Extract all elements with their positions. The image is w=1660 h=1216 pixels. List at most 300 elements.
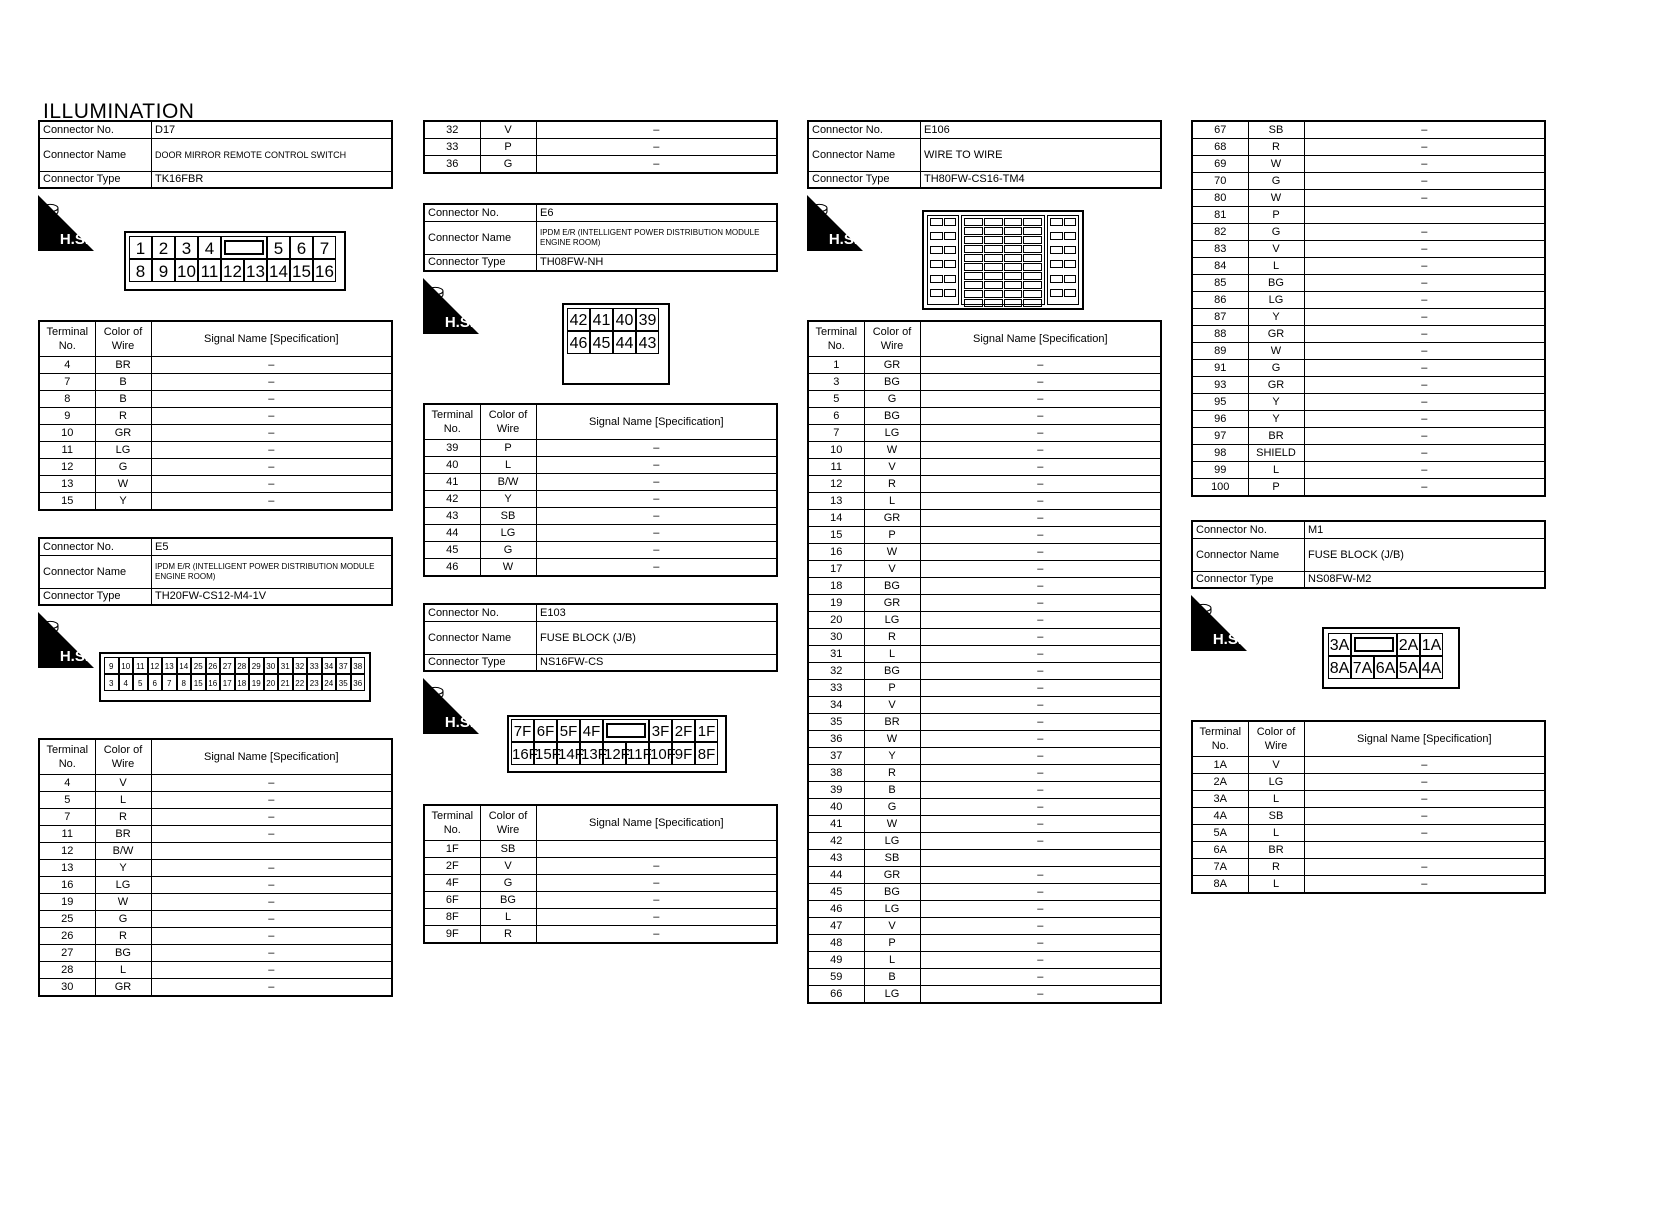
connector-pin: 37 [336,657,351,674]
signal-name: – [1304,428,1545,445]
table-row [808,612,1161,629]
wire-color: V [1248,757,1304,774]
connector-pin [930,275,943,283]
connector-pin: 6F [534,719,557,742]
terminal-no: 14 [808,510,864,527]
signal-name [151,843,392,860]
table-row [1192,309,1545,326]
table-row [808,442,1161,459]
terminal-no: 59 [808,969,864,986]
table-row [424,542,777,559]
connector-pin: 19 [249,674,264,691]
label-connector-name: Connector Name [808,138,921,171]
table-row [1192,258,1545,275]
table-row [808,969,1161,986]
wire-color: V [480,121,536,139]
connector-face-e106 [922,210,1084,310]
harness-side-icon: ⛀ H.S. [807,195,863,251]
connector-pin: 24 [322,674,337,691]
table-row [808,697,1161,714]
signal-name: – [920,884,1161,901]
signal-name: – [1304,479,1545,497]
wire-color: G [480,542,536,559]
harness-side-icon: ⛀ H.S. [38,612,94,668]
wire-color: BG [864,374,920,391]
connector-pin [1050,275,1063,283]
signal-name: – [920,918,1161,935]
connector-type-value: TH20FW-CS12-M4-1V [152,588,393,605]
wire-color: LG [864,986,920,1004]
signal-name: – [151,493,392,511]
wire-color: GR [864,867,920,884]
connector-name-value: WIRE TO WIRE [921,138,1162,171]
table-row [39,945,392,962]
signal-name: – [1304,757,1545,774]
signal-name: – [920,986,1161,1004]
wire-color: BR [95,357,151,374]
connector-pin: 3 [175,236,198,259]
connector-pin [984,218,1003,226]
wire-color: V [864,918,920,935]
wire-color: L [480,909,536,926]
table-row [39,979,392,997]
connector-key-slot [221,236,267,259]
terminal-no: 7 [39,809,95,826]
terminal-no: 33 [808,680,864,697]
wire-color: B [95,391,151,408]
table-row [808,374,1161,391]
terminal-no: 5A [1192,825,1248,842]
terminal-no: 4 [39,357,95,374]
table-row [808,867,1161,884]
signal-name: – [920,544,1161,561]
connector-pin [984,263,1003,271]
table-row [1192,825,1545,842]
signal-name: – [1304,825,1545,842]
connector-no-value: E6 [537,204,778,221]
terminal-table-d17 [38,320,393,511]
signal-name: – [920,816,1161,833]
connector-pin [944,260,957,268]
table-row [424,926,777,944]
signal-name: – [536,858,777,875]
table-row [39,476,392,493]
signal-name: – [920,612,1161,629]
table-row [39,408,392,425]
wire-color: L [1248,825,1304,842]
table-row [39,826,392,843]
table-row [1192,121,1545,139]
table-row [39,792,392,809]
signal-name: – [920,357,1161,374]
terminal-no: 16 [808,544,864,561]
table-row [39,442,392,459]
wire-color: B [864,969,920,986]
wire-color: R [95,809,151,826]
signal-name: – [920,663,1161,680]
terminal-no: 80 [1192,190,1248,207]
wire-color: V [864,561,920,578]
connector-pin: 8F [695,742,718,765]
connector-plug-icon: ⛀ [810,196,829,221]
signal-name: – [1304,394,1545,411]
table-row [808,765,1161,782]
terminal-no: 32 [808,663,864,680]
terminal-no: 4 [39,775,95,792]
signal-name: – [536,559,777,577]
connector-pin: 42 [567,308,590,331]
terminal-no: 7 [39,374,95,391]
table-row [39,962,392,979]
connector-pin: 8 [177,674,192,691]
connector-pin [1064,260,1077,268]
wire-color: LG [864,425,920,442]
terminal-no: 69 [1192,156,1248,173]
terminal-no: 11 [39,826,95,843]
terminal-no: 95 [1192,394,1248,411]
connector-pin: 40 [613,308,636,331]
connector-pin: 4 [119,674,134,691]
label-connector-type: Connector Type [424,254,537,271]
connector-pin: 3A [1328,633,1351,656]
terminal-no: 8A [1192,876,1248,894]
terminal-no: 6 [808,408,864,425]
table-row [1192,343,1545,360]
table-row [1192,842,1545,859]
terminal-no: 30 [39,979,95,997]
wire-color: Y [1248,411,1304,428]
connector-pin [964,254,983,262]
table-row [39,860,392,877]
table-row [1192,292,1545,309]
signal-name: – [1304,156,1545,173]
connector-pin: 2 [152,236,175,259]
table-row [808,510,1161,527]
label-connector-type: Connector Type [1192,571,1305,588]
terminal-no: 32 [424,121,480,139]
signal-name: – [920,782,1161,799]
signal-name: – [920,527,1161,544]
signal-name: – [151,775,392,792]
connector-pin [1004,245,1023,253]
signal-name: – [920,459,1161,476]
terminal-table-e6 [423,403,778,577]
signal-name: – [920,935,1161,952]
wire-color: LG [1248,292,1304,309]
connector-pin [964,290,983,298]
connector-pin: 10 [119,657,134,674]
terminal-no: 13 [39,476,95,493]
signal-name: – [920,408,1161,425]
terminal-no: 84 [1192,258,1248,275]
signal-name: – [1304,774,1545,791]
wire-color: Y [480,491,536,508]
terminal-no: 2F [424,858,480,875]
connector-plug-icon: ⛀ [1194,596,1213,621]
wire-color: V [480,858,536,875]
signal-name: – [1304,173,1545,190]
connector-face-e103 [507,715,727,773]
connector-pin: 1 [129,236,152,259]
terminal-no: 88 [1192,326,1248,343]
terminal-no: 40 [808,799,864,816]
table-row [39,809,392,826]
connector-pin: 20 [264,674,279,691]
connector-pin [930,218,943,226]
wire-color: LG [95,442,151,459]
signal-name: – [920,476,1161,493]
connector-type-value: NS16FW-CS [537,654,778,671]
signal-name: – [536,508,777,525]
label-connector-type: Connector Type [808,171,921,188]
header-signal-name: Signal Name [Specification] [1304,721,1545,757]
label-connector-no: Connector No. [808,121,921,138]
connector-pin: 7 [313,236,336,259]
signal-name: – [920,391,1161,408]
signal-name: – [536,156,777,174]
terminal-no: 1A [1192,757,1248,774]
signal-name: – [151,911,392,928]
terminal-no: 91 [1192,360,1248,377]
table-row [1192,173,1545,190]
signal-name: – [920,731,1161,748]
wire-color: P [864,680,920,697]
table-row [808,799,1161,816]
terminal-no: 42 [424,491,480,508]
connector-pin [930,289,943,297]
signal-name: – [151,945,392,962]
label-connector-name: Connector Name [39,138,152,171]
terminal-no: 5 [808,391,864,408]
wire-color: GR [1248,377,1304,394]
wire-color: R [95,928,151,945]
terminal-no: 98 [1192,445,1248,462]
table-row [808,391,1161,408]
table-row [39,391,392,408]
connector-pin: 13F [580,742,603,765]
terminal-no: 47 [808,918,864,935]
connector-pin [944,275,957,283]
wire-color: L [1248,462,1304,479]
connector-pin [1023,281,1042,289]
connector-face-d17 [124,231,346,291]
header-terminal-no: Terminal No. [1192,721,1248,757]
connector-pin [1023,290,1042,298]
terminal-no: 39 [808,782,864,799]
table-row [808,884,1161,901]
terminal-no: 38 [808,765,864,782]
terminal-no: 8F [424,909,480,926]
connector-pin [964,263,983,271]
terminal-no: 70 [1192,173,1248,190]
terminal-no: 81 [1192,207,1248,224]
connector-pin: 3F [649,719,672,742]
signal-name: – [1304,876,1545,894]
signal-name: – [920,714,1161,731]
connector-pin: 22 [293,674,308,691]
signal-name: – [151,979,392,997]
table-row [1192,326,1545,343]
signal-name: – [151,860,392,877]
table-row [1192,774,1545,791]
signal-name: – [920,799,1161,816]
table-row [1192,156,1545,173]
table-row [808,680,1161,697]
signal-name: – [151,357,392,374]
table-row [808,748,1161,765]
wire-color: L [864,646,920,663]
table-row [424,892,777,909]
terminal-no: 30 [808,629,864,646]
signal-name: – [920,578,1161,595]
table-row [808,527,1161,544]
wire-color: G [1248,224,1304,241]
terminal-no: 9F [424,926,480,944]
terminal-no: 25 [39,911,95,928]
table-row [424,508,777,525]
signal-name: – [536,474,777,491]
table-row [808,833,1161,850]
connector-pin: 14F [557,742,580,765]
connector-type-value: NS08FW-M2 [1305,571,1546,588]
connector-pin [1004,218,1023,226]
table-row [808,595,1161,612]
connector-key-slot [1351,633,1397,656]
table-row [1192,876,1545,894]
wire-color: Y [95,493,151,511]
connector-pin: 6 [148,674,163,691]
signal-name: – [920,765,1161,782]
connector-pin [984,254,1003,262]
table-row [39,928,392,945]
signal-name: – [1304,241,1545,258]
wire-color: R [1248,139,1304,156]
signal-name: – [920,952,1161,969]
table-row [1192,207,1545,224]
connector-plug-icon: ⛀ [426,679,445,704]
wire-color: BR [95,826,151,843]
table-row [1192,275,1545,292]
terminal-no: 41 [424,474,480,491]
terminal-no: 96 [1192,411,1248,428]
terminal-no: 8 [39,391,95,408]
connector-plug-icon: ⛀ [41,613,60,638]
connector-pin [964,245,983,253]
terminal-no: 97 [1192,428,1248,445]
signal-name: – [1304,411,1545,428]
connector-pin: 5 [133,674,148,691]
connector-info-e6 [423,203,778,272]
label-connector-name: Connector Name [1192,538,1305,571]
table-row [808,357,1161,374]
signal-name: – [536,525,777,542]
signal-name: – [920,697,1161,714]
terminal-no: 89 [1192,343,1248,360]
wire-color: P [864,527,920,544]
terminal-table-e106 [807,320,1162,1004]
wire-color: L [864,493,920,510]
connector-pin: 33 [307,657,322,674]
connector-pin [944,289,957,297]
connector-pin: 14 [177,657,192,674]
terminal-no: 15 [808,527,864,544]
signal-name: – [151,459,392,476]
wire-color: G [864,391,920,408]
terminal-no: 37 [808,748,864,765]
connector-pin [1064,289,1077,297]
table-row [808,901,1161,918]
wire-color: W [95,476,151,493]
connector-pin: 10 [175,259,198,282]
wire-color: R [864,476,920,493]
connector-pin: 28 [235,657,250,674]
connector-pin: 32 [293,657,308,674]
connector-type-value: TH08FW-NH [537,254,778,271]
connector-pin: 31 [278,657,293,674]
connector-pin: 5F [557,719,580,742]
signal-name: – [536,909,777,926]
connector-face-e5 [99,652,371,702]
table-row [1192,808,1545,825]
wire-color: V [1248,241,1304,258]
connector-pin: 4A [1420,656,1443,679]
connector-pin: 3 [104,674,119,691]
wire-color: W [1248,190,1304,207]
terminal-no: 31 [808,646,864,663]
connector-pin [1050,260,1063,268]
signal-name: – [920,595,1161,612]
signal-name: – [1304,791,1545,808]
signal-name: – [151,894,392,911]
table-row [39,357,392,374]
connector-pin [1023,218,1042,226]
wire-color: Y [95,860,151,877]
wire-color: SB [1248,121,1304,139]
table-row [808,629,1161,646]
connector-pin: 15F [534,742,557,765]
terminal-no: 18 [808,578,864,595]
connector-pin [964,281,983,289]
connector-pin [964,218,983,226]
table-row [808,731,1161,748]
table-row [808,646,1161,663]
wire-color: L [864,952,920,969]
signal-name: – [536,491,777,508]
connector-pin: 44 [613,331,636,354]
connector-pin: 36 [351,674,366,691]
terminal-no: 43 [808,850,864,867]
signal-name: – [151,962,392,979]
connector-pin: 17 [220,674,235,691]
signal-name: – [1304,445,1545,462]
connector-pin: 15 [290,259,313,282]
table-row [424,139,777,156]
wire-color: R [95,408,151,425]
wire-color: P [480,139,536,156]
table-row [1192,859,1545,876]
terminal-no: 15 [39,493,95,511]
wire-color: B/W [95,843,151,860]
connector-pin: 7 [162,674,177,691]
signal-name: – [1304,326,1545,343]
table-row [424,841,777,858]
signal-name: – [151,442,392,459]
signal-name: – [536,139,777,156]
signal-name: – [1304,859,1545,876]
wire-color: GR [95,979,151,997]
table-row [39,911,392,928]
connector-plug-icon: ⛀ [426,279,445,304]
